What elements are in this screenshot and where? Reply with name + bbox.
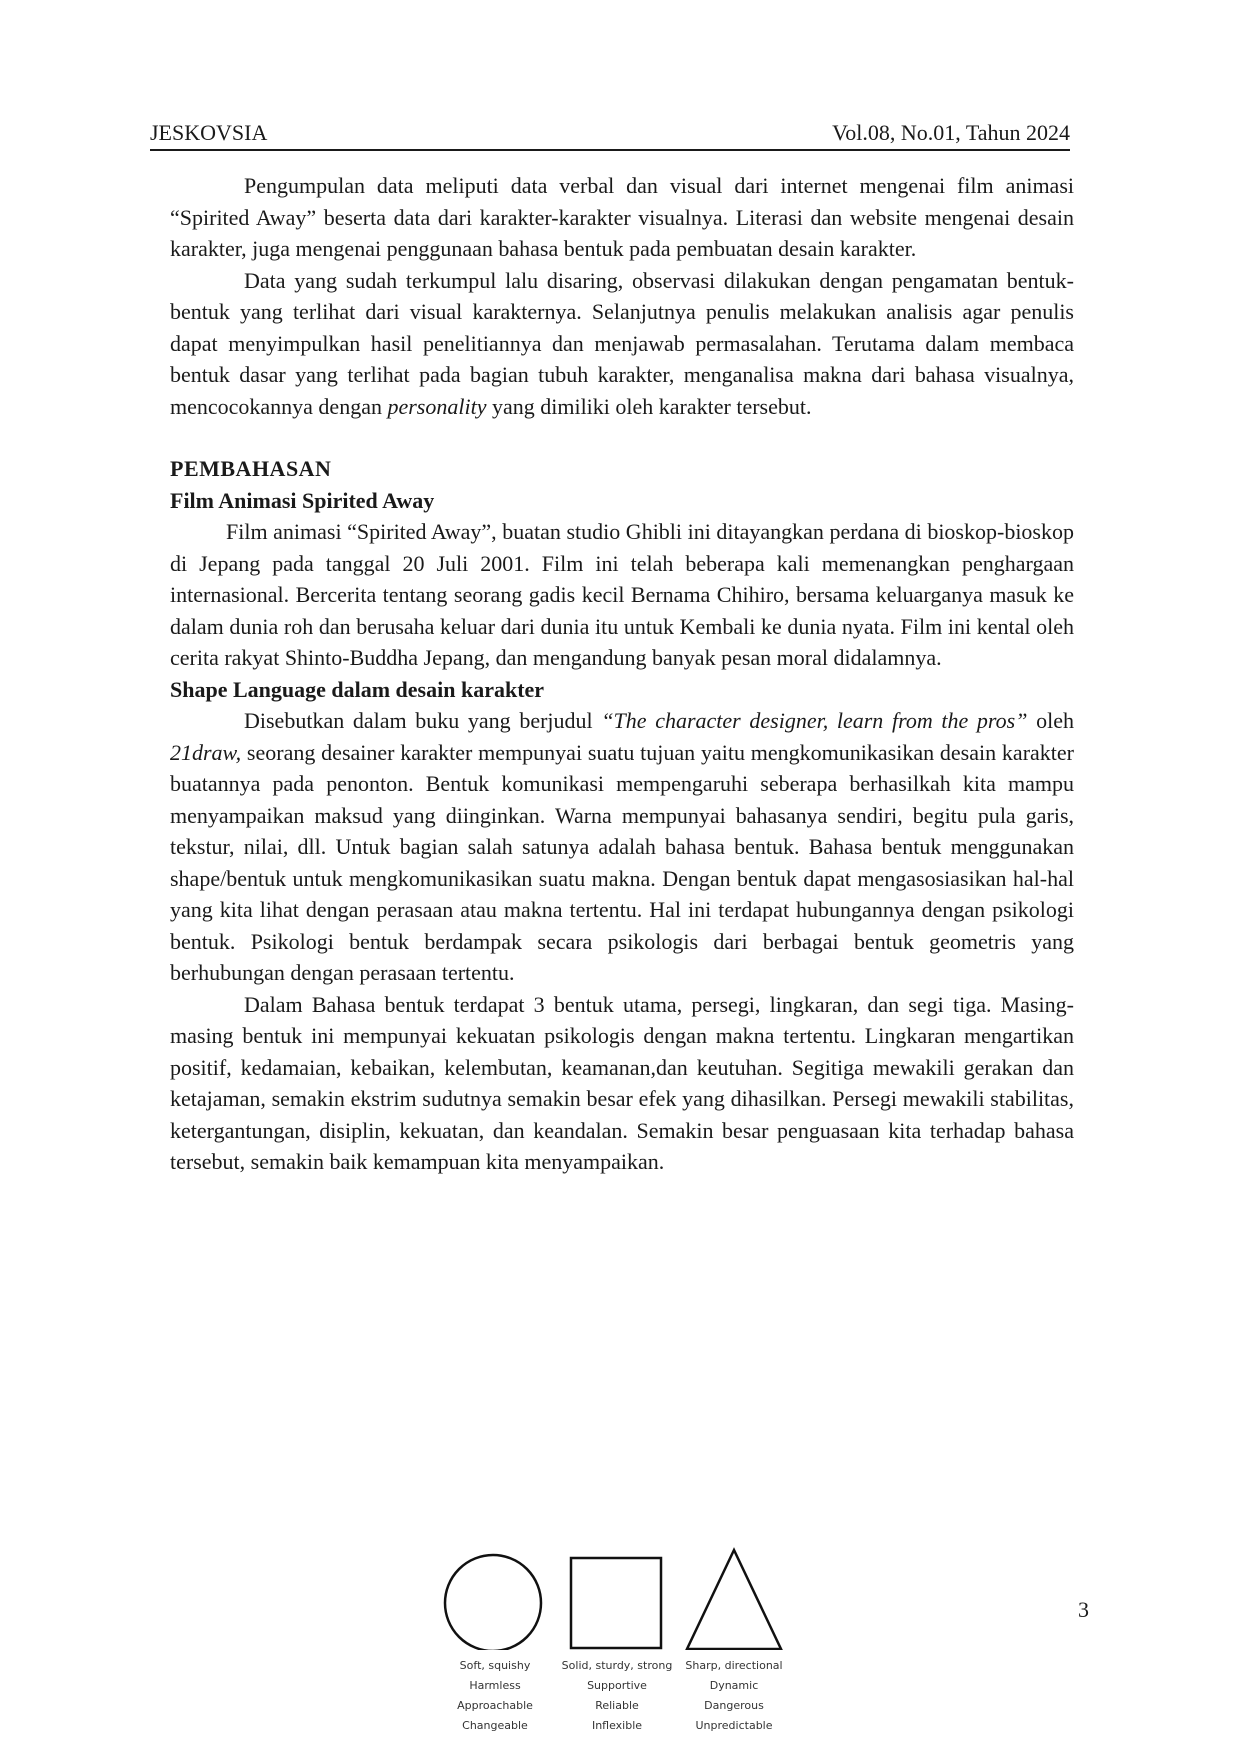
page-number: 3 [1078, 1597, 1089, 1622]
subsection-heading-film: Film Animasi Spirited Away [170, 487, 435, 513]
paragraph-shape-language [170, 705, 1074, 989]
circle-caption [430, 1656, 560, 1736]
running-header [150, 119, 1070, 151]
square-shape [571, 1558, 661, 1648]
paragraph-text: oleh [1027, 708, 1074, 733]
caption-line: Supportive [587, 1679, 647, 1692]
shapes-illustration [430, 1540, 820, 1650]
paragraph-film-description: Film animasi “Spirited Away”, buatan studio Ghibli ini ditayangkan perdana di bioskop-bioskop di Jepang pada tanggal 20 Juli 2001. Film ini telah beberapa kali memenangkan penghargaan internasional. Bercerita tentang seorang gadis kecil Bernama Chihiro, bersama keluarganya masuk ke dalam dunia roh dan berusaha keluar dari dunia itu untuk Kembali ke dunia nyata. Film ini kental oleh cerita rakyat Shinto-Buddha Jepang, dan mengandung banyak pesan moral didalamnya. [170, 519, 1074, 670]
triangle-shape [687, 1550, 781, 1649]
shape-language-figure [430, 1540, 820, 1754]
paragraph-basic-shapes: Dalam Bahasa bentuk terdapat 3 bentuk utama, persegi, lingkaran, dan segi tiga. Masing-masing bentuk ini mempunyai kekuatan psikologis dengan makna tertentu. Lingkaran mengartikan positif, kedamaian, kebaikan, kelembutan, keamanan,dan keutuhan. Segitiga mewakili gerakan dan ketajaman, semakin ekstrim sudutnya semakin besar efek yang dihasilkan. Persegi mewakili stabilitas, ketergantungan, disiplin, kekuatan, dan keandalan. Semakin besar penguasaan kita terhadap bahasa tersebut, semakin baik kemampuan kita menyampaikan. [170, 991, 1074, 1174]
caption-line: Changeable [462, 1719, 528, 1732]
subsection-heading-shape-language: Shape Language dalam desain karakter [170, 676, 545, 702]
caption-line: Unpredictable [695, 1719, 773, 1732]
paragraph-text: seorang desainer karakter mempunyai suatu tujuan yaitu mengkomunikasikan desain karakter buatannya pada penonton. Bentuk komunikasi mempengaruhi seberapa berhasilkah kita mampu menyampaikan maksud yang diinginkan. Warna mempunyai bahasanya sendiri, begitu pula garis, tekstur, nilai, dll. Untuk bagian salah satunya adalah bahasa bentuk. Bahasa bentuk menggunakan shape/bentuk untuk mengkomunikasikan suatu makna. Dengan bentuk dapat mengasosiasikan hal-hal yang kita lihat dengan perasaan atau makna tertentu. Hal ini terdapat hubungannya dengan psikologi bentuk. Psikologi bentuk berdampak secara psikologis dari berbagai bentuk geometris yang berhubungan dengan perasaan tertentu. [170, 739, 1074, 985]
italic-author: 21draw, [170, 739, 242, 765]
triangle-caption [669, 1656, 799, 1736]
section-heading: PEMBAHASAN [170, 456, 332, 481]
caption-line: Approachable [457, 1699, 533, 1712]
caption-line: Soft, squishy [459, 1659, 531, 1672]
italic-book-title: “The character designer, learn from the pros” [601, 708, 1028, 733]
caption-line: Reliable [595, 1699, 639, 1712]
italic-term: personality [387, 393, 487, 419]
article-body [170, 170, 1074, 1178]
caption-line: Dangerous [704, 1699, 764, 1712]
volume-info: Vol.08, No.01, Tahun 2024 [832, 120, 1070, 145]
paragraph-data-analysis [170, 265, 1074, 423]
paragraph-text: yang dimiliki oleh karakter tersebut. [486, 393, 812, 419]
paragraph-data-collection: Pengumpulan data meliputi data verbal dan visual dari internet mengenai film animasi “Spirited Away” beserta data dari karakter-karakter visualnya. Literasi dan website mengenai desain karakter, juga mengenai penggunaan bahasa bentuk pada pembuatan desain karakter. [170, 173, 1074, 261]
square-caption [552, 1656, 682, 1736]
caption-line: Dynamic [709, 1679, 759, 1692]
caption-line: Harmless [469, 1679, 521, 1692]
caption-line: Sharp, directional [685, 1659, 783, 1672]
circle-shape [445, 1555, 541, 1650]
paragraph-text: Data yang sudah terkumpul lalu disaring, observasi dilakukan dengan pengamatan bentuk-bentuk yang terlihat dari visual karakternya. Selanjutnya penulis melakukan analisis agar penulis dapat menyimpulkan hasil penelitiannya dan menjawab permasalahan. Terutama dalam membaca bentuk dasar yang terlihat pada bagian tubuh karakter, menganalisa makna dari bahasa visualnya, mencocokannya dengan [170, 267, 1074, 419]
paragraph-text: Disebutkan dalam buku yang berjudul [244, 708, 602, 733]
caption-line: Inflexible [591, 1719, 643, 1732]
caption-line: Solid, sturdy, strong [561, 1659, 673, 1672]
journal-name: JESKOVSIA [150, 120, 268, 145]
